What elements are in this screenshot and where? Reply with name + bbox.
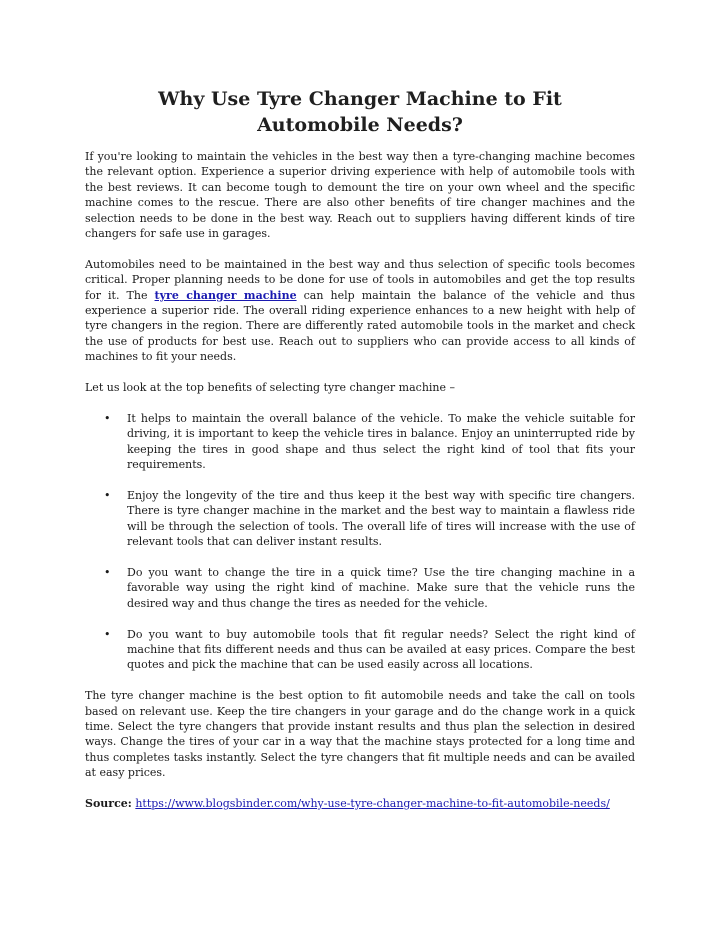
list-item xyxy=(85,488,635,550)
list-item xyxy=(85,411,635,473)
conclusion-paragraph: The tyre changer machine is the best option to fit automobile needs and take the call on tools based on relevant use. Keep the tire changers in your garage and do the change work in a quick time. Select the tyre changers that provide instant results and thus plan the selection in desired ways. Change the tires of your car in a way that the machine stays protected for a long time and thus completes tasks instantly. Select the tyre changers that fit multiple needs and can be availed at easy prices. xyxy=(85,689,635,780)
list-item-text: Do you want to buy automobile tools that fit regular needs? Select the right kind of machine that fits different needs and thus can be availed at easy prices. Compare the best quotes and pick the machine that can be used easily across all locations. xyxy=(127,627,635,672)
list-item-text: Enjoy the longevity of the tire and thus keep it the best way with specific tire changers. There is tyre changer machine in the market and the best way to maintain a flawless ride will be through the selection of tools. The overall life of tires will increase with the use of relevant tools that can deliver instant results. xyxy=(127,488,635,549)
tools-paragraph xyxy=(85,257,635,365)
benefits-list xyxy=(85,411,635,673)
bullet-icon: • xyxy=(104,627,111,641)
tools-paragraph-text-before: Automobiles need to be maintained in the best way and thus selection of specific tools becomes critical. Proper planning needs to be done for use of tools in automobiles and get the top results for it. The xyxy=(85,257,635,302)
source-line xyxy=(85,796,635,811)
page-title: Why Use Tyre Changer Machine to Fit Automobile Needs? xyxy=(158,88,562,136)
bullet-icon: • xyxy=(104,411,111,425)
list-item-text: Do you want to change the tire in a quick time? Use the tire changing machine in a favorable way using the right kind of machine. Make sure that the vehicle runs the desired way and thus change the tires as needed for the vehicle. xyxy=(127,565,635,610)
article-body xyxy=(85,149,635,827)
benefits-intro: Let us look at the top benefits of selecting tyre changer machine – xyxy=(85,381,456,395)
bullet-icon: • xyxy=(104,565,111,579)
list-item-text: It helps to maintain the overall balance of the vehicle. To make the vehicle suitable for driving, it is important to keep the vehicle tires in balance. Enjoy an uninterrupted ride by keeping the tires in good shape and thus select the right kind of tool that fits your requirements. xyxy=(127,411,635,472)
list-item xyxy=(85,627,635,673)
list-item xyxy=(85,565,635,611)
tools-paragraph-text-after: can help maintain the balance of the vehicle and thus experience a superior ride. The overall riding experience enhances to a new height with help of tyre changers in the region. There are differently rated automobile tools in the market and check the use of products for best use. Reach out to suppliers who can provide access to all kinds of machines to fit your needs. xyxy=(85,288,636,364)
intro-paragraph: If you're looking to maintain the vehicles in the best way then a tyre-changing machine becomes the relevant option. Experience a superior driving experience with help of automobile tools with the best reviews. It can become tough to demount the tire on your own wheel and the specific machine comes to the rescue. There are also other benefits of tire changer machines and the selection needs to be done in the best way. Reach out to suppliers having different kinds of tire changers for safe use in garages. xyxy=(85,150,635,241)
source-link[interactable]: https://www.blogsbinder.com/why-use-tyre-changer-machine-to-fit-automobile-needs/ xyxy=(135,796,610,810)
source-label: Source: xyxy=(85,796,132,810)
tyre-changer-machine-link[interactable]: tyre changer machine xyxy=(154,288,297,302)
bullet-icon: • xyxy=(104,488,111,502)
